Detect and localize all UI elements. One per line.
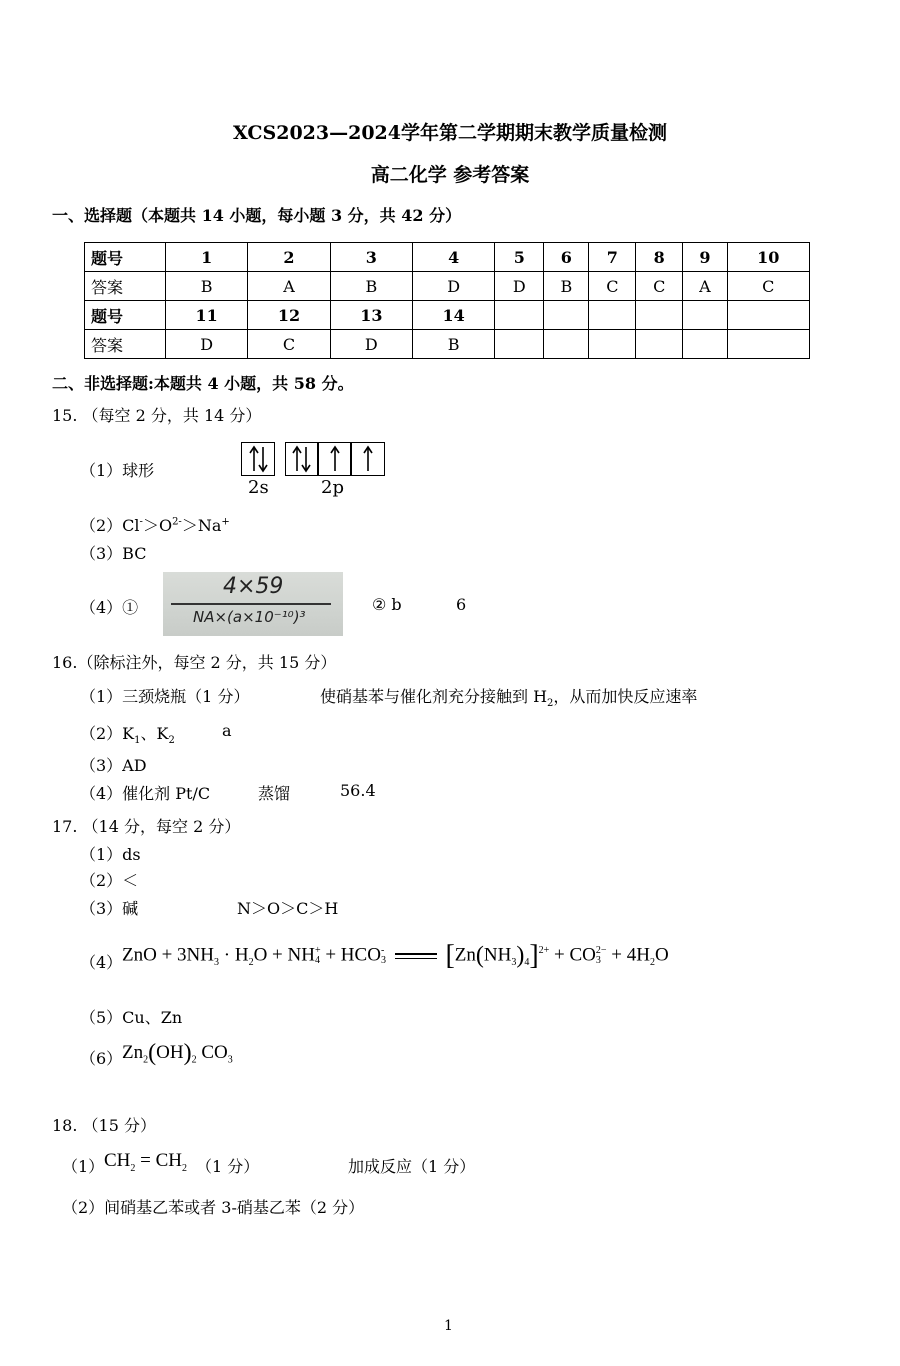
table-cell: [683, 330, 727, 359]
orbital-box-2p: [285, 442, 385, 476]
table-cell: 4: [412, 243, 494, 272]
table-cell: D: [412, 272, 494, 301]
formula-denominator: NA×(a×10⁻¹⁰)³: [193, 608, 306, 626]
table-cell: 9: [683, 243, 727, 272]
row-label-answer: 答案: [85, 272, 166, 301]
table-cell: [683, 301, 727, 330]
row-label-answer: 答案: [85, 330, 166, 359]
page-title: XCS2023—2024学年第二学期期末教学质量检测: [232, 122, 667, 144]
table-cell: D: [495, 272, 544, 301]
table-cell: 6: [544, 243, 589, 272]
table-row: [85, 272, 810, 301]
orbital-label-2p: 2p: [321, 477, 344, 498]
q17-part4-label: （4）: [80, 953, 123, 972]
section-two-heading: 二、非选择题:本题共 4 小题，共 58 分。: [52, 374, 354, 393]
q17-part1: （1）ds: [80, 845, 141, 864]
q15-part1: （1）球形: [80, 461, 155, 480]
q16-part1b: 使硝基苯与催化剂充分接触到 $H_2$，从而加快反应速率: [320, 687, 698, 710]
q16-part2-answer: a: [222, 721, 232, 740]
table-cell: 10: [727, 243, 809, 272]
question-16-title: 16.（除标注外，每空 2 分，共 15 分）: [52, 653, 337, 672]
table-cell: [727, 330, 809, 359]
q15-part3: （3）BC: [80, 544, 147, 563]
table-cell: D: [166, 330, 248, 359]
q17-part3a: （3）碱: [80, 899, 139, 918]
table-cell: 12: [248, 301, 330, 330]
table-cell: [495, 301, 544, 330]
table-cell: [589, 301, 636, 330]
q16-part4c: 56.4: [340, 781, 376, 800]
table-cell: [636, 301, 683, 330]
orbital-diagram: [241, 442, 386, 504]
q18-part1-score: （1 分）: [196, 1157, 260, 1176]
table-row: [85, 301, 810, 330]
table-cell: A: [683, 272, 727, 301]
q18-part2: （2）间硝基乙苯或者 3-硝基乙苯（2 分）: [62, 1198, 365, 1217]
q18-part1-label: （1）: [62, 1157, 105, 1176]
question-17-title: 17. （14 分，每空 2 分）: [52, 817, 241, 836]
q17-part2: （2）＜: [80, 871, 139, 890]
orbital-box-2s: [241, 442, 275, 476]
table-cell: [636, 330, 683, 359]
table-row: [85, 330, 810, 359]
q16-part3: （3）AD: [80, 756, 147, 775]
table-cell: 11: [166, 301, 248, 330]
paired-electron-arrows-icon: [242, 443, 274, 475]
question-18-title: 18. （15 分）: [52, 1116, 156, 1135]
q16-part2: $(2)K_1$、$K_2$: [80, 724, 175, 747]
answer-table: [84, 242, 810, 359]
q15-part4-label: （4）①: [80, 598, 139, 617]
q16-part4a: （4）催化剂 Pt/C: [80, 784, 211, 803]
handwritten-formula: [163, 572, 343, 636]
question-15-title: 15. （每空 2 分，共 14 分）: [52, 406, 262, 425]
table-cell: C: [248, 330, 330, 359]
table-cell: D: [330, 330, 412, 359]
table-cell: C: [636, 272, 683, 301]
section-one-heading: 一、选择题（本题共 14 小题，每小题 3 分，共 42 分）: [52, 206, 462, 225]
formula-numerator: 4×59: [223, 574, 284, 599]
q16-part1a: （1）三颈烧瓶（1 分）: [80, 687, 250, 706]
table-cell: [544, 330, 589, 359]
q17-part6-label: （6）: [80, 1049, 123, 1068]
orbital-label-2s: 2s: [248, 477, 269, 498]
q18-part1-formula: $CH_2 = CH_2$: [104, 1150, 188, 1174]
row-label-number: 题号: [85, 301, 166, 330]
table-cell: 5: [495, 243, 544, 272]
q18-part1b: 加成反应（1 分）: [348, 1157, 476, 1176]
table-cell: 14: [412, 301, 494, 330]
q16-part4b: 蒸馏: [258, 784, 291, 803]
q15-part2: $(2)Cl^->O^{2-}>Na^+$: [80, 516, 230, 535]
table-cell: C: [589, 272, 636, 301]
page-subtitle: 高二化学 参考答案: [370, 164, 530, 186]
table-cell: 3: [330, 243, 412, 272]
table-cell: C: [727, 272, 809, 301]
table-cell: B: [544, 272, 589, 301]
table-cell: [544, 301, 589, 330]
table-cell: [589, 330, 636, 359]
table-cell: 8: [636, 243, 683, 272]
table-cell: B: [412, 330, 494, 359]
q17-part6-formula: $Zn_2(OH)_2$ $CO_3$: [122, 1040, 233, 1066]
table-cell: 1: [166, 243, 248, 272]
q15-part4-b: ② b: [372, 595, 402, 614]
q17-part4-equation: ZnO + $3NH_3 \cdot H_2O$ + NH + 4 + HCO - 3 $[Zn(NH_3)_4]^{2+}$ + CO 2− 3 + $4H_2O$: [122, 940, 669, 971]
table-cell: A: [248, 272, 330, 301]
table-cell: 2: [248, 243, 330, 272]
electron-arrows-icon: [286, 443, 384, 475]
q17-part3b: N＞O＞C＞H: [237, 899, 339, 918]
row-label-number: 题号: [85, 243, 166, 272]
table-cell: 13: [330, 301, 412, 330]
table-cell: [495, 330, 544, 359]
q15-part4-six: 6: [456, 595, 467, 614]
q17-part5: （5）Cu、Zn: [80, 1008, 183, 1027]
table-cell: 7: [589, 243, 636, 272]
table-row: [85, 243, 810, 272]
table-cell: B: [330, 272, 412, 301]
table-cell: B: [166, 272, 248, 301]
page-number: 1: [444, 1318, 453, 1334]
table-cell: [727, 301, 809, 330]
